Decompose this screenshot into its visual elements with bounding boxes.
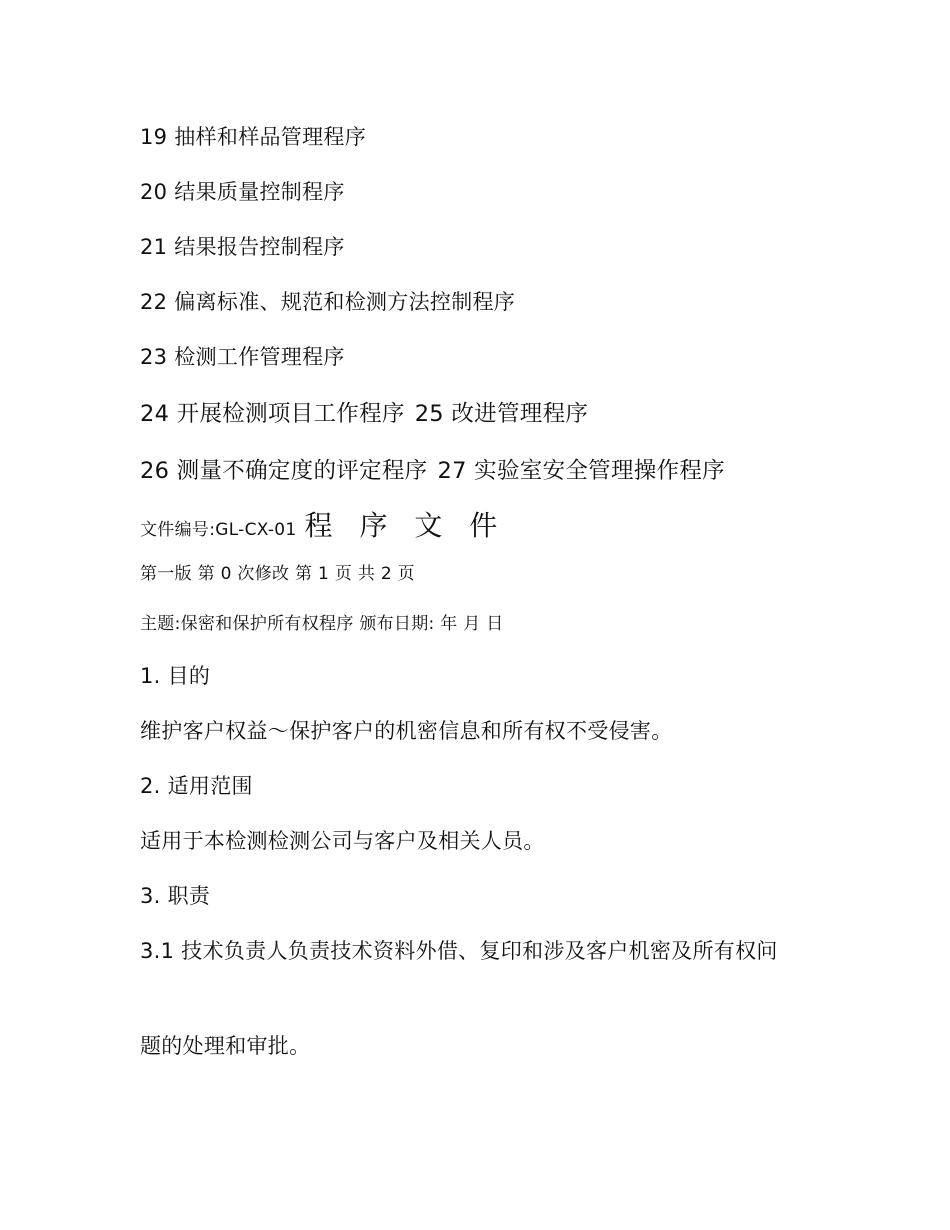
section-1-heading: 1. 目的 [140, 664, 211, 688]
toc-item-26: 26 测量不确定度的评定程序 [140, 458, 428, 484]
section-2-heading: 2. 适用范围 [140, 774, 253, 798]
toc-item-24: 24 开展检测项目工作程序 [140, 401, 405, 427]
subject-info: 主题:保密和保护所有权程序 颁布日期: 年 月 日 [140, 614, 504, 634]
document-header [140, 504, 820, 544]
toc-item-19: 19 抽样和样品管理程序 [140, 125, 366, 149]
toc-item-20: 20 结果质量控制程序 [140, 180, 345, 204]
toc-line-26-27 [140, 453, 820, 485]
section-3-1-text: 3.1 技术负责人负责技术资料外借、复印和涉及客户机密及所有权问 [140, 939, 778, 963]
version-info: 第一版 第 0 次修改 第 1 页 共 2 页 [140, 564, 415, 584]
section-2-text: 适用于本检测检测公司与客户及相关人员。 [140, 829, 545, 853]
toc-item-27: 27 实验室安全管理操作程序 [437, 458, 725, 484]
doc-type-title: 程 序 文 件 [304, 509, 507, 542]
doc-number: 文件编号:GL-CX-01 [140, 520, 297, 540]
toc-item-22: 22 偏离标准、规范和检测方法控制程序 [140, 290, 516, 314]
toc-item-23: 23 检测工作管理程序 [140, 345, 345, 369]
toc-item-25: 25 改进管理程序 [414, 401, 589, 427]
section-1-text: 维护客户权益～保护客户的机密信息和所有权不受侵害。 [140, 719, 673, 743]
toc-item-21: 21 结果报告控制程序 [140, 235, 345, 259]
section-3-heading: 3. 职责 [140, 884, 211, 908]
toc-line-24-25 [140, 396, 820, 428]
section-3-1-continued: 题的处理和审批。 [140, 1034, 311, 1058]
